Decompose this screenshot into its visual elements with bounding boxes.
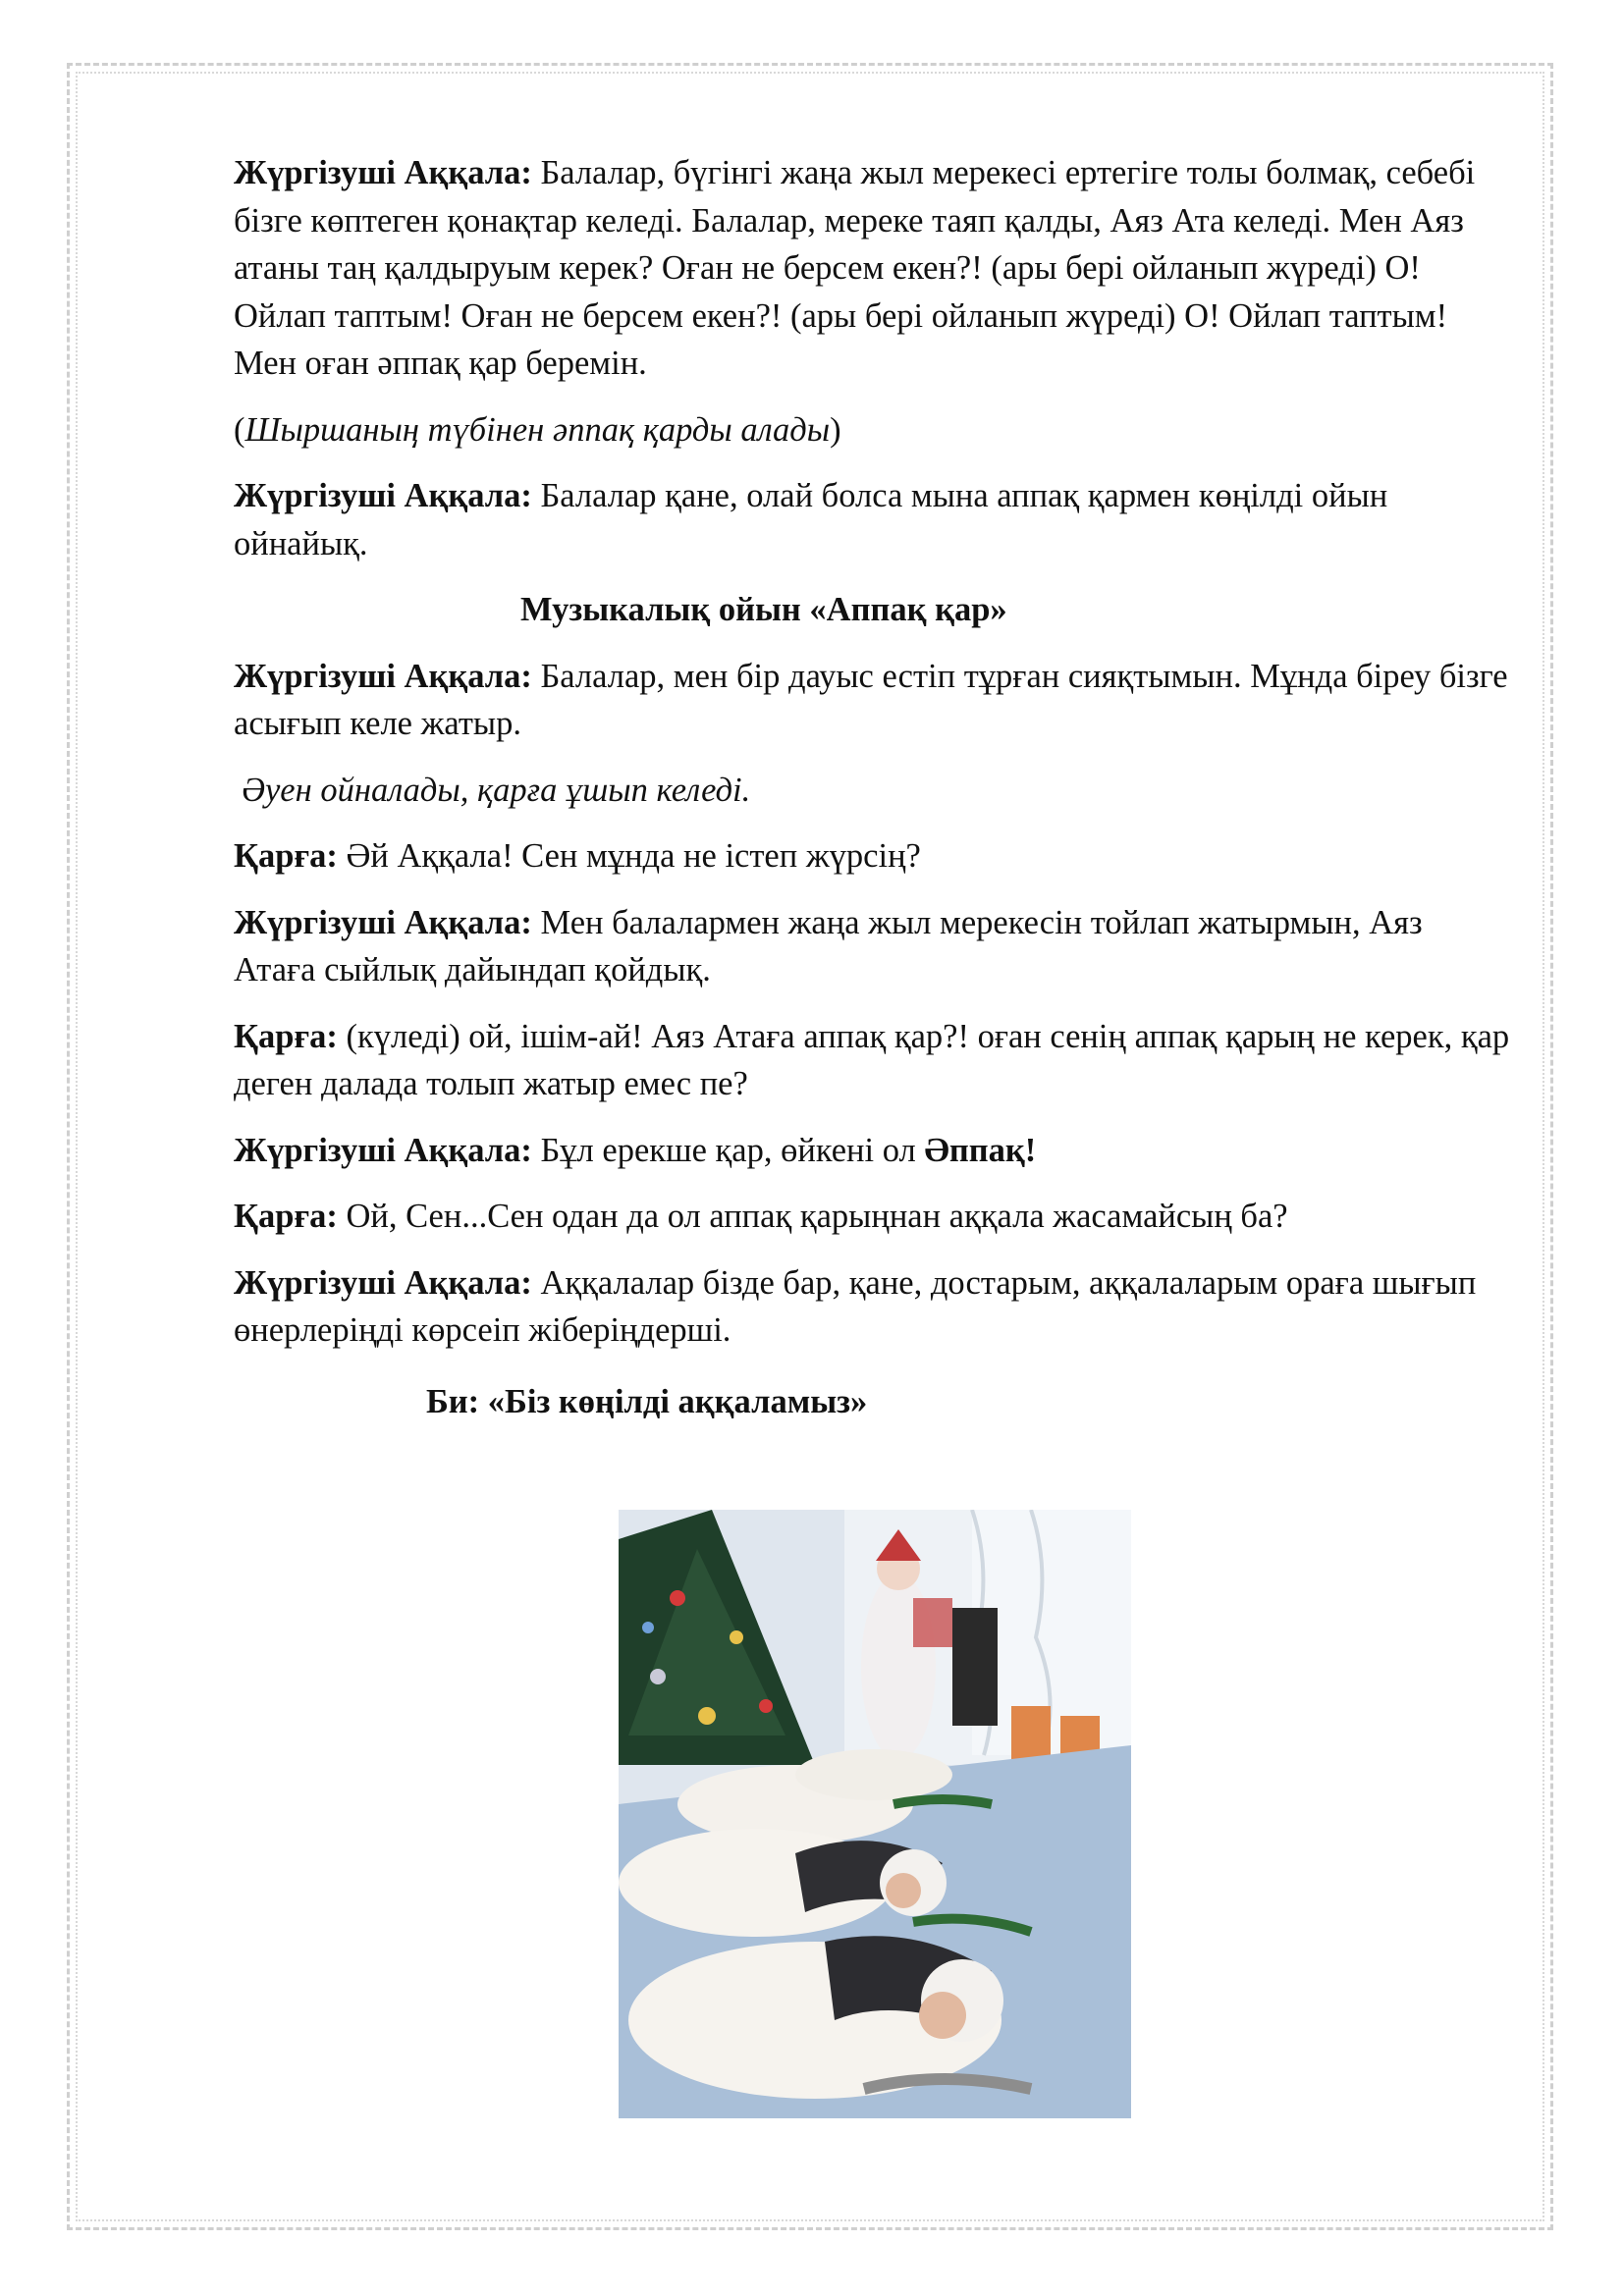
line-text: Балалар қане, олай болса мына аппақ қармен көңілді ойын ойнайық. [234, 477, 1388, 562]
speaker-name: Жүргізуші Аққала: [234, 657, 532, 695]
line-text: Аққалалар бізде бар, қане, достарым, аққалаларым орағa шығып өнерлеріңді көрсеіп жіберіңдерші. [234, 1263, 1477, 1349]
speaker-name: Жүргізуші Аққала: [234, 477, 532, 514]
line-text: Ой, Сен...Сен одан да ол аппақ қарыңнан аққала жасамайсың ба? [337, 1198, 1288, 1235]
dialogue-line [234, 1193, 1510, 1241]
dialogue-line [234, 899, 1510, 994]
dialogue-line [234, 1013, 1510, 1108]
line-text: Балалар, мен бір дауыс естіп тұрған сияқтымын. Мұнда біреу бізге асығып келе жатыр. [234, 657, 1508, 742]
stage-text: Шыршаның түбінен әппақ қарды алады [244, 410, 831, 449]
speaker-name: Жүргізуші Аққала: [234, 154, 532, 191]
dialogue-line [234, 653, 1510, 748]
stage-direction [234, 406, 1510, 454]
line-text: (күледі) ой, ішім-ай! Аяз Атаға аппақ қар?! оған сенің аппақ қарың не керек, қар деген далада толып жатыр емес пе? [234, 1017, 1510, 1102]
speaker-name: Қарға: [234, 1017, 338, 1055]
speaker-name: Жүргізуші Аққала: [234, 903, 532, 941]
speaker-name: Жүргізуші Аққала: [234, 1263, 532, 1302]
speaker-name: Қарға: [234, 837, 338, 875]
line-text: Мен балалармен жаңа жыл мерекесін тойлап жатырмын, Аяз Атаға сыйлық дайындап қойдық. [234, 903, 1423, 988]
line-text: Әй Аққала! Сен мұнда не істеп жүрсің? [337, 837, 921, 875]
photo-illustration [619, 1510, 1131, 2118]
dialogue-line [234, 1127, 1510, 1175]
dialogue-line [234, 832, 1510, 881]
emphasis-text: Әппақ! [924, 1131, 1037, 1169]
open-paren: ( [234, 410, 245, 449]
heading-game: Музыкалық ойын «Аппақ қар» [520, 591, 1007, 628]
line-text: Бұл ерекше қар, өйкені ол [531, 1131, 925, 1169]
dialogue-line [234, 1259, 1510, 1355]
heading-dance: Би: «Біз көңілді аққаламыз» [426, 1382, 868, 1420]
document-body [234, 149, 1510, 1444]
dialogue-line [234, 149, 1510, 388]
dialogue-line [234, 472, 1510, 567]
line-text: Балалар, бүгінгі жаңа жыл мерекесі ертегіге толы болмақ, себебі бізге көптеген қонақтар келеді. Балалар, мереке таяп қалды, Аяз Ата келеді. Мен Аяз атаны таң қалдыруым керек? Оған не берсем екен?! (ары бері ойланып жүреді) О! Ойлап таптым! Оған не берсем екен?! (ары бері ойланып жүреді) О! Ойлап таптым! Мен оған әппақ қар беремін. [234, 154, 1476, 382]
close-paren: ) [830, 410, 841, 449]
speaker-name: Жүргізуші Аққала: [234, 1131, 532, 1169]
stage-direction: Әуен ойналады, қарға ұшып келеді. [242, 771, 751, 809]
event-photo [619, 1510, 1131, 2118]
speaker-name: Қарға: [234, 1198, 338, 1235]
